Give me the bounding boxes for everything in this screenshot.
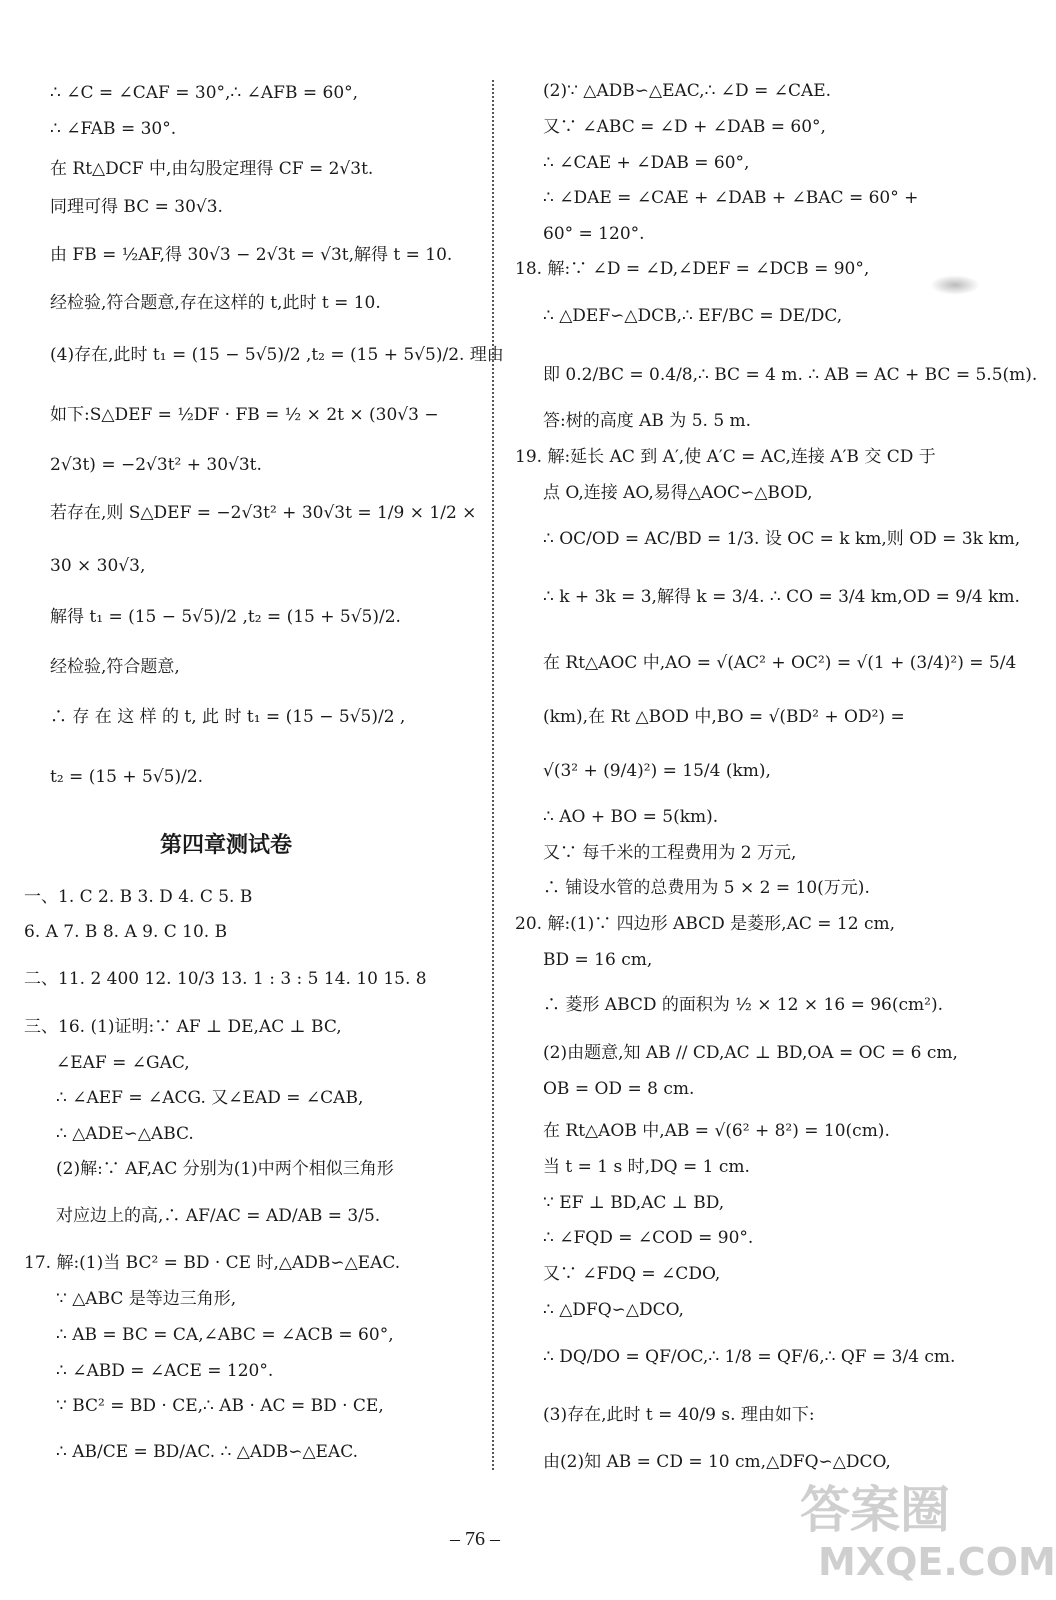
text-line: ∴ ∠C = ∠CAF = 30°,∴ ∠AFB = 60°, (50, 83, 359, 103)
text-line: 若存在,则 S△DEF = −2√3t² + 30√3t = 1/9 × 1/2 × (50, 503, 477, 523)
text-line: 19. 解:延长 AC 到 A′,使 A′C = AC,连接 A′B 交 CD 于 (515, 447, 936, 467)
text-line: ∴ k + 3k = 3,解得 k = 3/4. ∴ CO = 3/4 km,OD = 9/4 km. (543, 587, 1020, 607)
text-line: ∴ 存 在 这 样 的 t, 此 时 t₁ = (15 − 5√5)/2 , (50, 707, 406, 727)
text-line: ∵ EF ⊥ BD,AC ⊥ BD, (543, 1193, 725, 1213)
answer-line: ∴ ∠AEF = ∠ACG. 又∠EAD = ∠CAB, (56, 1088, 364, 1108)
text-line: 在 Rt△AOB 中,AB = √(6² + 8²) = 10(cm). (543, 1121, 890, 1141)
text-line: ∴ 菱形 ABCD 的面积为 ½ × 12 × 16 = 96(cm²). (543, 995, 943, 1015)
text-line: 又∵ 每千米的工程费用为 2 万元, (543, 843, 797, 863)
answer-line: ∴ △ADE∽△ABC. (56, 1124, 194, 1144)
answer-line: 三、16. (1)证明:∵ AF ⊥ DE,AC ⊥ BC, (24, 1017, 342, 1037)
text-line: ∴ △DEF∽△DCB,∴ EF/BC = DE/DC, (543, 306, 843, 326)
text-line: 18. 解:∵ ∠D = ∠D,∠DEF = ∠DCB = 90°, (515, 259, 870, 279)
scan-smudge (930, 275, 980, 295)
text-line: 由(2)知 AB = CD = 10 cm,△DFQ∽△DCO, (543, 1452, 891, 1472)
text-line: 在 Rt△DCF 中,由勾股定理得 CF = 2√3t. (50, 159, 374, 179)
answer-line: 二、11. 2 400 12. 10/3 13. 1 : 3 : 5 14. 10 15. 8 (24, 969, 427, 989)
column-divider (492, 80, 494, 1470)
answer-line: 对应边上的高,∴ AF/AC = AD/AB = 3/5. (56, 1206, 381, 1226)
answer-line: (2)解:∵ AF,AC 分别为(1)中两个相似三角形 (56, 1159, 394, 1179)
answer-line: ∵ BC² = BD · CE,∴ AB · AC = BD · CE, (56, 1396, 384, 1416)
text-line: 答:树的高度 AB 为 5. 5 m. (543, 411, 752, 431)
text-line: ∴ DQ/DO = QF/OC,∴ 1/8 = QF/6,∴ QF = 3/4 cm. (543, 1347, 956, 1367)
text-line: 又∵ ∠ABC = ∠D + ∠DAB = 60°, (543, 117, 826, 137)
page-number: – 76 – (450, 1528, 500, 1550)
text-line: ∴ ∠FQD = ∠COD = 90°. (543, 1228, 754, 1248)
text-line: (2)∵ △ADB∽△EAC,∴ ∠D = ∠CAE. (543, 81, 832, 101)
text-line: 解得 t₁ = (15 − 5√5)/2 ,t₂ = (15 + 5√5)/2. (50, 607, 401, 627)
text-line: t₂ = (15 + 5√5)/2. (50, 767, 204, 787)
answer-line: ∠EAF = ∠GAC, (56, 1053, 190, 1073)
text-line: BD = 16 cm, (543, 950, 653, 970)
watermark-bottom: MXQE.COM (818, 1540, 1056, 1584)
section-title: 第四章测试卷 (160, 833, 293, 858)
text-line: 又∵ ∠FDQ = ∠CDO, (543, 1264, 721, 1284)
watermark-top: 答案圈 (800, 1481, 950, 1539)
text-line: ∴ ∠FAB = 30°. (50, 119, 177, 139)
text-line: 经检验,符合题意, (50, 657, 180, 677)
text-line: OB = OD = 8 cm. (543, 1079, 695, 1099)
text-line: ∴ ∠DAE = ∠CAE + ∠DAB + ∠BAC = 60° + (543, 188, 919, 208)
answer-line: ∴ ∠ABD = ∠ACE = 120°. (56, 1361, 274, 1381)
text-line: ∴ OC/OD = AC/BD = 1/3. 设 OC = k km,则 OD = 3k km, (543, 529, 1021, 549)
text-line: ∴ AO + BO = 5(km). (543, 807, 719, 827)
text-line: (4)存在,此时 t₁ = (15 − 5√5)/2 ,t₂ = (15 + 5√5)/2. 理由 (50, 345, 504, 365)
text-line: (km),在 Rt △BOD 中,BO = √(BD² + OD²) = (543, 707, 905, 727)
answer-line: 6. A 7. B 8. A 9. C 10. B (24, 922, 228, 942)
text-line: 2√3t) = −2√3t² + 30√3t. (50, 455, 262, 475)
text-line: 如下:S△DEF = ½DF · FB = ½ × 2t × (30√3 − (50, 405, 439, 425)
text-line: 由 FB = ½AF,得 30√3 − 2√3t = √3t,解得 t = 10. (50, 245, 453, 265)
answer-line: ∵ △ABC 是等边三角形, (56, 1289, 237, 1309)
text-line: ∴ ∠CAE + ∠DAB = 60°, (543, 153, 750, 173)
text-line: 点 O,连接 AO,易得△AOC∽△BOD, (543, 483, 813, 503)
answer-line: ∴ AB/CE = BD/AC. ∴ △ADB∽△EAC. (56, 1442, 359, 1462)
text-line: (3)存在,此时 t = 40/9 s. 理由如下: (543, 1405, 815, 1425)
watermark-logo (800, 1470, 1056, 1595)
answer-line: 一、1. C 2. B 3. D 4. C 5. B (24, 887, 253, 907)
text-line: √(3² + (9/4)²) = 15/4 (km), (543, 761, 771, 781)
text-line: 经检验,符合题意,存在这样的 t,此时 t = 10. (50, 293, 381, 313)
text-line: 30 × 30√3, (50, 556, 146, 576)
text-line: 20. 解:(1)∵ 四边形 ABCD 是菱形,AC = 12 cm, (515, 914, 896, 934)
text-line: 即 0.2/BC = 0.4/8,∴ BC = 4 m. ∴ AB = AC + BC = 5.5(m). (543, 365, 1038, 385)
text-line: ∴ 铺设水管的总费用为 5 × 2 = 10(万元). (543, 878, 870, 898)
text-line: (2)由题意,知 AB // CD,AC ⊥ BD,OA = OC = 6 cm, (543, 1043, 958, 1063)
text-line: ∴ △DFQ∽△DCO, (543, 1300, 684, 1320)
text-line: 60° = 120°. (543, 224, 645, 244)
answer-line: 17. 解:(1)当 BC² = BD · CE 时,△ADB∽△EAC. (24, 1253, 401, 1273)
answer-line: ∴ AB = BC = CA,∠ABC = ∠ACB = 60°, (56, 1325, 394, 1345)
text-line: 在 Rt△AOC 中,AO = √(AC² + OC²) = √(1 + (3/4)²) = 5/4 (543, 653, 1017, 673)
text-line: 同理可得 BC = 30√3. (50, 197, 223, 217)
text-line: 当 t = 1 s 时,DQ = 1 cm. (543, 1157, 750, 1177)
